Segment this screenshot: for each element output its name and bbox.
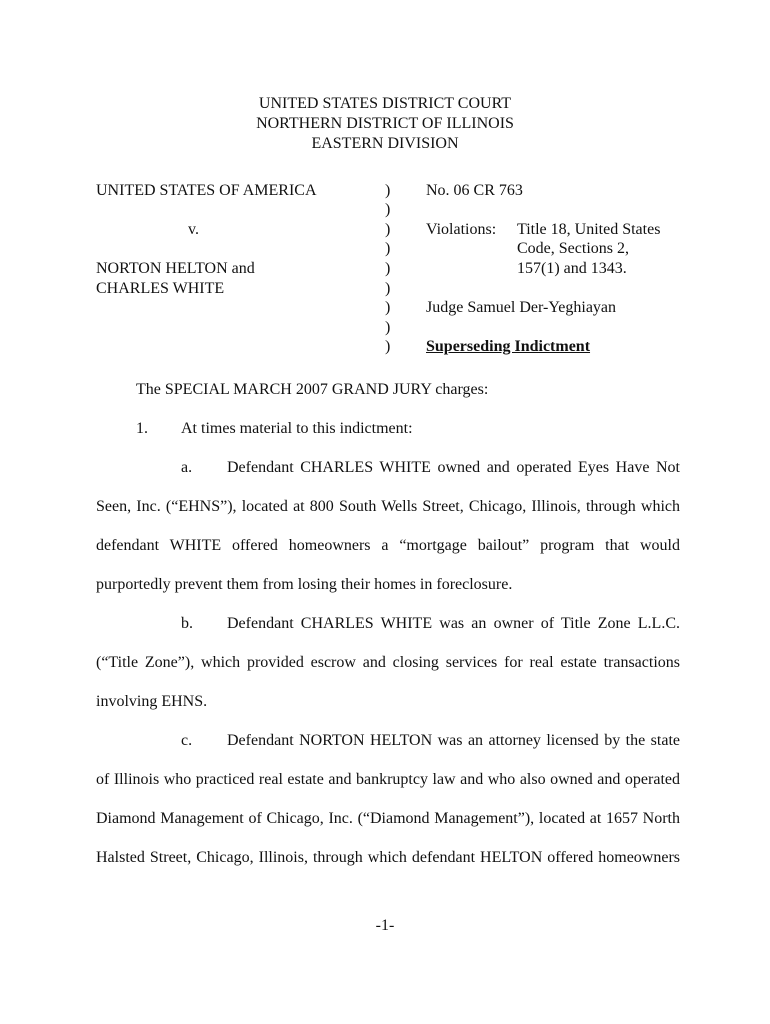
subparagraph-c-line: of Illinois who practiced real estate and bankruptcy law and who also owned and operated: [96, 771, 680, 788]
violations-line-1: Title 18, United States: [517, 221, 661, 238]
subparagraph-a-line: purportedly prevent them from losing their homes in foreclosure.: [96, 576, 513, 593]
subparagraph-c-line: Defendant NORTON HELTON was an attorney licensed by the state: [227, 732, 680, 749]
caption-paren: ): [385, 221, 391, 238]
subparagraph-b-label: b.: [181, 615, 193, 632]
caption-paren: ): [385, 201, 391, 218]
versus-label: v.: [188, 221, 199, 238]
subparagraph-c-line: Diamond Management of Chicago, Inc. (“Diamond Management”), located at 1657 North: [96, 810, 680, 827]
subparagraph-c-label: c.: [181, 732, 193, 749]
grand-jury-intro: The SPECIAL MARCH 2007 GRAND JURY charges:: [136, 381, 489, 398]
subparagraph-a-line: defendant WHITE offered homeowners a “mortgage bailout” program that would: [96, 537, 680, 554]
caption-paren: ): [385, 319, 391, 336]
caption-paren: ): [385, 338, 391, 355]
violations-line-3: 157(1) and 1343.: [517, 260, 627, 277]
subparagraph-a-label: a.: [181, 459, 193, 476]
court-name: UNITED STATES DISTRICT COURT: [258, 95, 512, 112]
subparagraph-b-line: Defendant CHARLES WHITE was an owner of Title Zone L.L.C.: [227, 615, 680, 632]
paragraph-number: 1.: [136, 420, 148, 437]
subparagraph-a-line: Seen, Inc. (“EHNS”), located at 800 South Wells Street, Chicago, Illinois, through which: [96, 498, 680, 515]
defendant-line-2: CHARLES WHITE: [96, 280, 225, 297]
caption-paren: ): [385, 182, 391, 199]
caption-paren: ): [385, 280, 391, 297]
caption-paren: ): [385, 240, 391, 257]
caption-paren: ): [385, 260, 391, 277]
subparagraph-b-line: (“Title Zone”), which provided escrow and closing services for real estate transactions: [96, 654, 680, 671]
violations-label: Violations:: [426, 221, 497, 238]
subparagraph-a-line: Defendant CHARLES WHITE owned and operated Eyes Have Not: [227, 459, 680, 476]
plaintiff-name: UNITED STATES OF AMERICA: [96, 182, 317, 199]
division-name: EASTERN DIVISION: [311, 135, 459, 152]
judge-name: Judge Samuel Der-Yeghiayan: [426, 299, 617, 316]
paragraph-text: At times material to this indictment:: [181, 420, 413, 437]
page-number: -1-: [375, 917, 395, 934]
case-number: No. 06 CR 763: [426, 182, 523, 199]
document-title: Superseding Indictment: [426, 338, 591, 355]
subparagraph-c-line: Halsted Street, Chicago, Illinois, through which defendant HELTON offered homeowners: [96, 849, 680, 866]
caption-paren: ): [385, 299, 391, 316]
violations-line-2: Code, Sections 2,: [517, 240, 629, 257]
district-name: NORTHERN DISTRICT OF ILLINOIS: [256, 115, 514, 132]
defendant-line-1: NORTON HELTON and: [96, 260, 255, 277]
subparagraph-b-line: involving EHNS.: [96, 693, 208, 710]
